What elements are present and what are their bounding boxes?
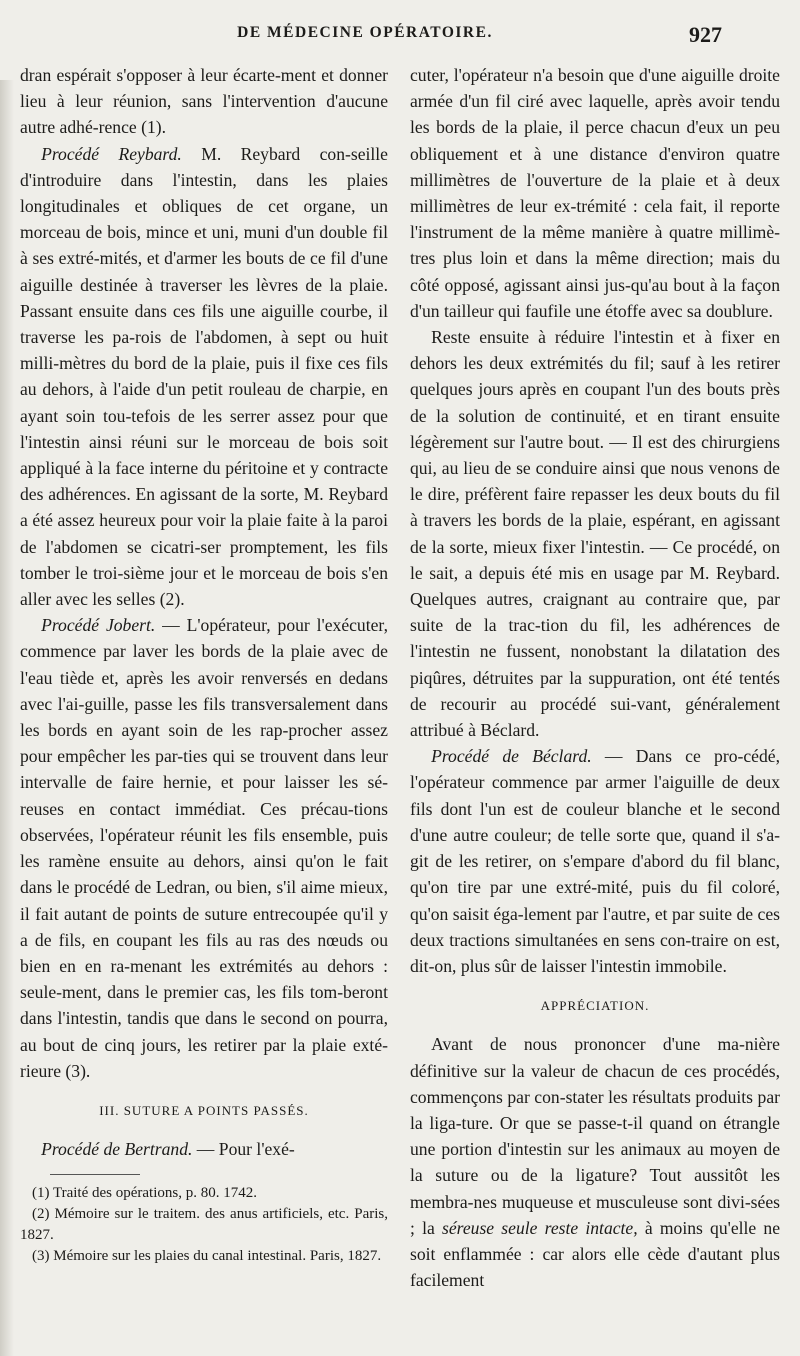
paragraph-text: M. Reybard con-seille d'introduire dans l'intestin, dans les plaies longitudinales et obliques de cet organe, un morceau de bois, mince et uni, muni d'un double fil à ses extré-mités, et d'armer les bouts de ce fil d'une aiguille destinée à traverser les lèvres de la plaie. Passant ensuite dans ces fils une aiguille courbe, il traverse les pa-rois de l'abdomen, à sept ou huit milli-mètres du bord de la plaie, puis il fixe ces fils au dehors, à l'aide d'un petit rouleau de charpie, en ayant soin tou-tefois de les serrer assez pour que l'intestin ainsi réuni sur le morceau de bois soit appliqué à la face interne du péritoine et y contracte des adhérences. En agissant de la sorte, M. Reybard a été assez heureux pour voir la plaie faite à la paroi de l'abdomen se cicatri-ser promptement, les fils tomber le troi-sième jour et le morceau de bois s'en aller avec les selles (2). (20, 143, 388, 610)
section-heading: APPRÉCIATION. (540, 998, 650, 1014)
page-header (0, 12, 800, 52)
procedure-title: Procédé de Béclard. (431, 746, 592, 767)
right-column (410, 62, 780, 1293)
section-heading: III. SUTURE A POINTS PASSÉS. (99, 1102, 309, 1118)
paragraph: dran espérait s'opposer à leur écarte-ment et donner lieu à leur réunion, sans l'intervention d'aucune autre adhé-rence (1). (20, 65, 388, 138)
paragraph-text: Avant de nous prononcer d'une ma-nière définitive sur la valeur de chacun de ces procédés, commençons par con-stater les résultats produits par la liga-ture. Or que se passe-t-il quand on étrangle une portion d'intestin sur les animaux au moyen de la suture ou de la ligature? Tout aussitôt les membra-nes muqueuse et musculeuse sont divi-sées ; la (410, 1034, 780, 1238)
paragraph-text: — L'opérateur, pour l'exécuter, commence par laver les bords de la plaie avec de l'eau tiède et, après les avoir renversés en dedans avec l'ai-guille, passe les fils transversalement dans les bords en ayant soin de les rap-procher assez pour empêcher les par-ties qui se trouvent dans leur intervalle de faire hernie, et pour laisser les sé-reuses en contact immédiat. Ces précau-tions observées, l'opérateur réunit les fils ensemble, puis les ramène ensuite au dehors, ainsi qu'on le fait dans le procédé de Ledran, ou bien, s'il aime mieux, il fait autant de points de suture entrecoupée qu'il y a de fils, en coupant les fils au ras des nœuds ou bien en en ra-menant les extrémités au dehors : seule-ment, dans le premier cas, les fils tom-beront dans l'intestin, tandis que dans le second on pourra, au bout de cinq jours, les retirer par la plaie exté-rieure (3). (20, 615, 388, 1081)
footnotes (20, 1183, 388, 1267)
paragraph-appreciation (410, 1031, 780, 1293)
left-column (20, 62, 388, 1267)
footnote: (1) Traité des opérations, p. 80. 1742. (32, 1185, 257, 1202)
paragraph-bertrand (20, 1136, 388, 1162)
paragraph-text: — Dans ce pro-cédé, l'opérateur commence par armer l'aiguille de deux fils dont l'un est de couleur blanche et le second d'une autre couleur; de telle sorte que, quand il s'a-git de les retirer, on s'empare d'abord du fil blanc, qu'on tire par une extré-mité, puis du fil coloré, qu'on saisit éga-lement par l'autre, et par suite de ces deux tractions simultanées en sens con-traire on est, dit-on, plus sûr de laisser l'intestin immobile. (410, 746, 780, 976)
procedure-title: Procédé Jobert. (41, 615, 156, 636)
procedure-title: Procédé Reybard. (41, 143, 182, 164)
running-head: DE MÉDECINE OPÉRATOIRE. (237, 24, 493, 41)
procedure-title: Procédé de Bertrand. (41, 1139, 193, 1160)
paragraph-text: à moins qu'elle ne soit enflammée : car alors elle cède d'autant plus facilement (410, 1217, 781, 1291)
paragraph: cuter, l'opérateur n'a besoin que d'une aiguille droite armée d'un fil ciré avec laquelle, après avoir tendu les bords de la plaie, il perce chacun d'eux un peu obliquement et à une distance d'environ quatre millimètres de l'ouverture de la plaie et à deux millimètres de leur ex-trémité : cela fait, il reporte l'instrument de la même manière à quatre millimè-tres plus loin et dans la même direction; mais du côté opposé, agissant ainsi jus-qu'au bout à la façon d'un tailleur qui faufile une étoffe avec sa doublure. (410, 65, 780, 321)
page-gutter-shadow (0, 80, 14, 1356)
emphasis-text: séreuse seule reste intacte, (441, 1217, 638, 1238)
paragraph-text: — Pour l'exé- (192, 1139, 295, 1160)
footnote: (3) Mémoire sur les plaies du canal intestinal. Paris, 1827. (32, 1248, 382, 1265)
footnote-rule (50, 1174, 140, 1175)
page-number: 927 (689, 22, 722, 47)
paragraph-reybard (20, 141, 388, 613)
paragraph-beclard (410, 743, 780, 979)
paragraph-jobert (20, 612, 388, 1084)
footnote: (2) Mémoire sur le traitem. des anus artificiels, etc. Paris, 1827. (20, 1206, 388, 1244)
paragraph: Reste ensuite à réduire l'intestin et à fixer en dehors les deux extrémités du fil; sauf à les retirer quelques jours après en coupant l'un des bouts près de la solution de continuité, et en tirant ensuite légèrement sur l'autre bout. — Il est des chirurgiens qui, au lieu de se conduire ainsi que nous venons de le dire, préfèrent faire repasser les deux bouts du fil à travers les bords de la plaie, espérant, en agissant de la sorte, mieux fixer l'intestin. — Ce procédé, on le sait, a depuis été mis en usage par M. Reybard. Quelques autres, craignant au contraire que, par suite de la trac-tion du fil, les adhérences de l'intestin ne fussent, nonobstant la dilatation des piqûres, détruites par la suppuration, ont été tentés de recourir au procédé sui-vant, généralement attribué à Béclard. (410, 327, 780, 741)
